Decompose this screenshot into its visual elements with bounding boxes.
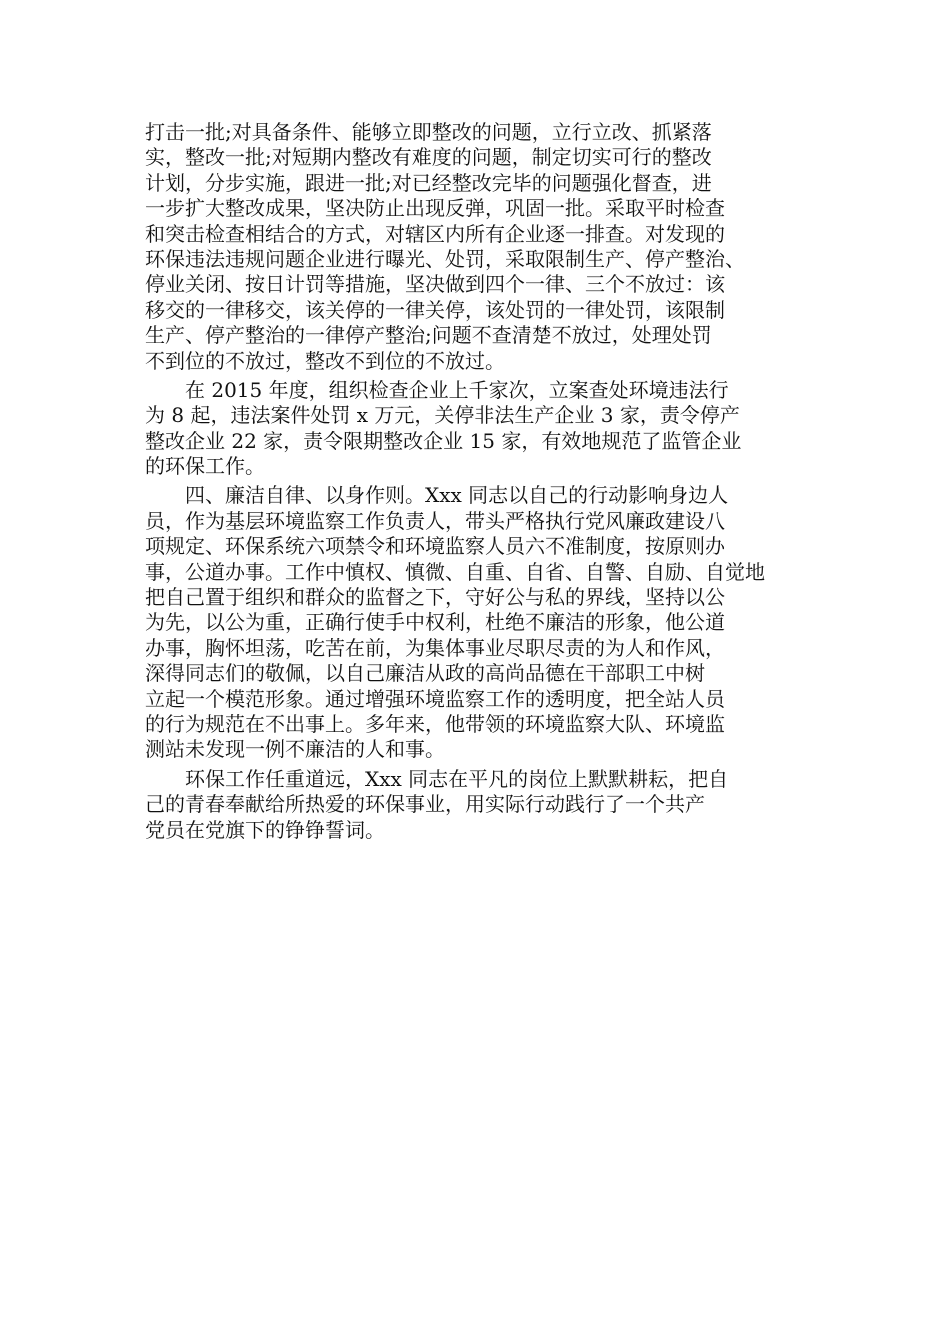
text-line: 四、廉洁自律、以身作则。Xxx 同志以自己的行动影响身边人 [185, 483, 729, 508]
text-line: 项规定、环保系统六项禁令和环境监察人员六不准制度，按原则办 [145, 534, 725, 559]
text-line: 环保工作任重道远，Xxx 同志在平凡的岗位上默默耕耘，把自 [185, 766, 729, 791]
text-line: 打击一批;对具备条件、能够立即整改的问题，立行立改、抓紧落 [145, 120, 712, 144]
text-line: 深得同志们的敬佩，以自己廉洁从政的高尚品德在干部职工中树 [145, 661, 705, 686]
text-line: 一步扩大整改成果，坚决防止出现反弹，巩固一批。采取平时检查 [145, 196, 725, 221]
text-line: 实，整改一批;对短期内整改有难度的问题，制定切实可行的整改 [145, 145, 712, 170]
text-line: 己的青春奉献给所热爱的环保事业，用实际行动践行了一个共产 [145, 792, 705, 817]
text-line: 环保违法违规问题企业进行曝光、处罚，采取限制生产、停产整治、 [145, 246, 745, 271]
text-line: 员，作为基层环境监察工作负责人，带头严格执行党风廉政建设八 [145, 508, 725, 533]
paragraph-2015-results [145, 378, 815, 480]
text-line: 生产、停产整治的一律停产整治;问题不查清楚不放过，处理处罚 [145, 323, 712, 348]
text-line: 为先，以公为重，正确行使手中权利，杜绝不廉洁的形象，他公道 [145, 610, 725, 635]
text-line: 停业关闭、按日计罚等措施，坚决做到四个一律、三个不放过：该 [145, 272, 725, 297]
text-line: 不到位的不放过，整改不到位的不放过。 [145, 348, 505, 373]
paragraph-rectification [145, 120, 815, 374]
text-line: 在 2015 年度，组织检查企业上千家次，立案查处环境违法行 [185, 377, 729, 402]
paragraph-integrity [145, 483, 815, 762]
text-line: 的环保工作。 [145, 454, 265, 479]
text-line: 移交的一律移交，该关停的一律关停，该处罚的一律处罚，该限制 [145, 297, 725, 322]
text-line: 整改企业 22 家，责令限期整改企业 15 家，有效地规范了监管企业 [145, 428, 742, 453]
text-line: 事，公道办事。工作中慎权、慎微、自重、自省、自警、自励、自觉地 [145, 559, 765, 584]
text-line: 的行为规范在不出事上。多年来，他带领的环境监察大队、环境监 [145, 711, 725, 736]
text-line: 党员在党旗下的铮铮誓词。 [145, 817, 385, 842]
text-line: 把自己置于组织和群众的监督之下，守好公与私的界线，坚持以公 [145, 585, 725, 610]
text-line: 测站未发现一例不廉洁的人和事。 [145, 737, 445, 762]
text-line: 立起一个模范形象。通过增强环境监察工作的透明度，把全站人员 [145, 686, 725, 711]
text-line: 计划，分步实施，跟进一批;对已经整改完毕的问题强化督查，进 [145, 170, 712, 195]
paragraph-conclusion [145, 767, 815, 843]
document-body [145, 120, 815, 843]
text-line: 为 8 起，违法案件处罚 x 万元，关停非法生产企业 3 家，责令停产 [145, 403, 740, 428]
text-line: 和突击检查相结合的方式，对辖区内所有企业逐一排查。对发现的 [145, 221, 725, 246]
text-line: 办事，胸怀坦荡，吃苦在前，为集体事业尽职尽责的为人和作风， [145, 635, 725, 660]
